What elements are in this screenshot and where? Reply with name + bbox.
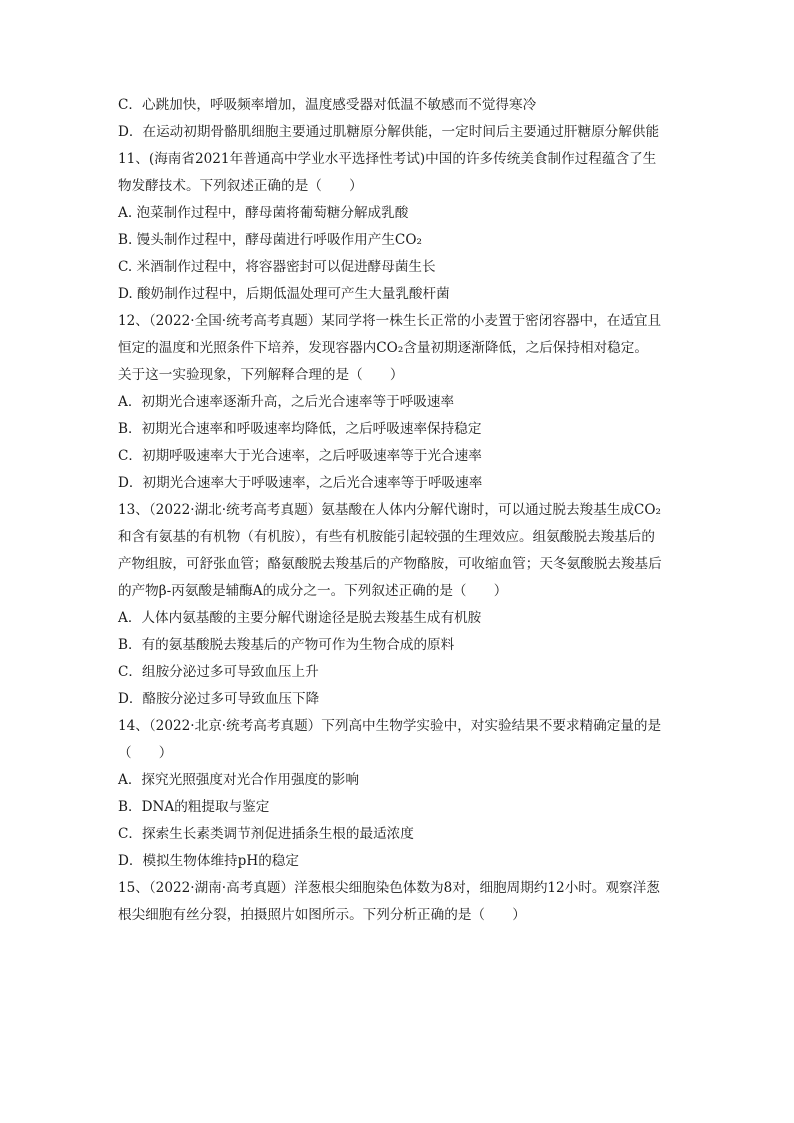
q15-stem-line-2: 根尖细胞有丝分裂，拍摄照片如图所示。下列分析正确的是（ ） bbox=[118, 907, 526, 923]
q11-stem-line-2: 物发酵技术。下列叙述正确的是（ ） bbox=[118, 178, 363, 194]
q12-stem-line-3: 关于这一实验现象，下列解释合理的是（ ） bbox=[118, 367, 404, 383]
q13-option-d: D．酪胺分泌过多可导致血压下降 bbox=[118, 691, 320, 707]
q12-stem-line-2: 恒定的温度和光照条件下培养，发现容器内CO₂含量初期逐渐降低，之后保持相对稳定。 bbox=[118, 340, 648, 356]
q10-option-c: C．心跳加快，呼吸频率增加，温度感受器对低温不敏感而不觉得寒冷 bbox=[118, 97, 537, 113]
q11-option-a: A. 泡菜制作过程中，酵母菌将葡萄糖分解成乳酸 bbox=[118, 205, 409, 221]
q13-stem-line-1: 13、（2022·湖北·统考高考真题）氨基酸在人体内分解代谢时，可以通过脱去羧基生成CO₂ bbox=[118, 502, 661, 518]
q14-stem-line-1: 14、（2022·北京·统考高考真题）下列高中生物学实验中，对实验结果不要求精确定量的是 bbox=[118, 718, 662, 734]
q14-option-b: B．DNA的粗提取与鉴定 bbox=[118, 799, 270, 815]
q13-stem-line-3: 产物组胺，可舒张血管；酪氨酸脱去羧基后的产物酪胺，可收缩血管；天冬氨酸脱去羧基后 bbox=[118, 556, 662, 572]
q14-option-c: C．探索生长素类调节剂促进插条生根的最适浓度 bbox=[118, 826, 414, 842]
q11-stem-line-1: 11、(海南省2021年普通高中学业水平选择性考试)中国的许多传统美食制作过程蕴含了生 bbox=[118, 151, 657, 167]
q13-option-c: C．组胺分泌过多可导致血压上升 bbox=[118, 664, 319, 680]
q12-option-a: A．初期光合速率逐渐升高，之后光合速率等于呼吸速率 bbox=[118, 394, 455, 410]
q10-option-d: D．在运动初期骨骼肌细胞主要通过肌糖原分解供能，一定时间后主要通过肝糖原分解供能 bbox=[118, 124, 660, 140]
q13-option-a: A．人体内氨基酸的主要分解代谢途径是脱去羧基生成有机胺 bbox=[118, 610, 482, 626]
q13-stem-line-4: 的产物β-丙氨酸是辅酶A的成分之一。下列叙述正确的是（ ） bbox=[118, 583, 508, 599]
q13-stem-line-2: 和含有氨基的有机物（有机胺），有些有机胺能引起较强的生理效应。组氨酸脱去羧基后的 bbox=[118, 529, 655, 545]
question-text-block bbox=[118, 92, 678, 929]
q12-option-b: B．初期光合速率和呼吸速率均降低，之后呼吸速率保持稳定 bbox=[118, 421, 482, 437]
q13-option-b: B．有的氨基酸脱去羧基后的产物可作为生物合成的原料 bbox=[118, 637, 455, 653]
q15-stem-line-1: 15、（2022·湖南·高考真题）洋葱根尖细胞染色体数为8对，细胞周期约12小时。观察洋葱 bbox=[118, 880, 660, 896]
q11-option-d: D. 酸奶制作过程中，后期低温处理可产生大量乳酸杆菌 bbox=[118, 286, 450, 302]
q12-stem-line-1: 12、（2022·全国·统考高考真题）某同学将一株生长正常的小麦置于密闭容器中，在适宜且 bbox=[118, 313, 662, 329]
q11-option-b: B. 馒头制作过程中，酵母菌进行呼吸作用产生CO₂ bbox=[118, 232, 422, 248]
q14-option-a: A．探究光照强度对光合作用强度的影响 bbox=[118, 772, 359, 788]
q12-option-d: D．初期光合速率大于呼吸速率，之后光合速率等于呼吸速率 bbox=[118, 475, 483, 491]
q14-option-d: D．模拟生物体维持pH的稳定 bbox=[118, 853, 299, 869]
q12-option-c: C．初期呼吸速率大于光合速率，之后呼吸速率等于光合速率 bbox=[118, 448, 482, 464]
q14-stem-line-2: （ ） bbox=[118, 745, 173, 761]
q11-option-c: C. 米酒制作过程中，将容器密封可以促进酵母菌生长 bbox=[118, 259, 436, 275]
